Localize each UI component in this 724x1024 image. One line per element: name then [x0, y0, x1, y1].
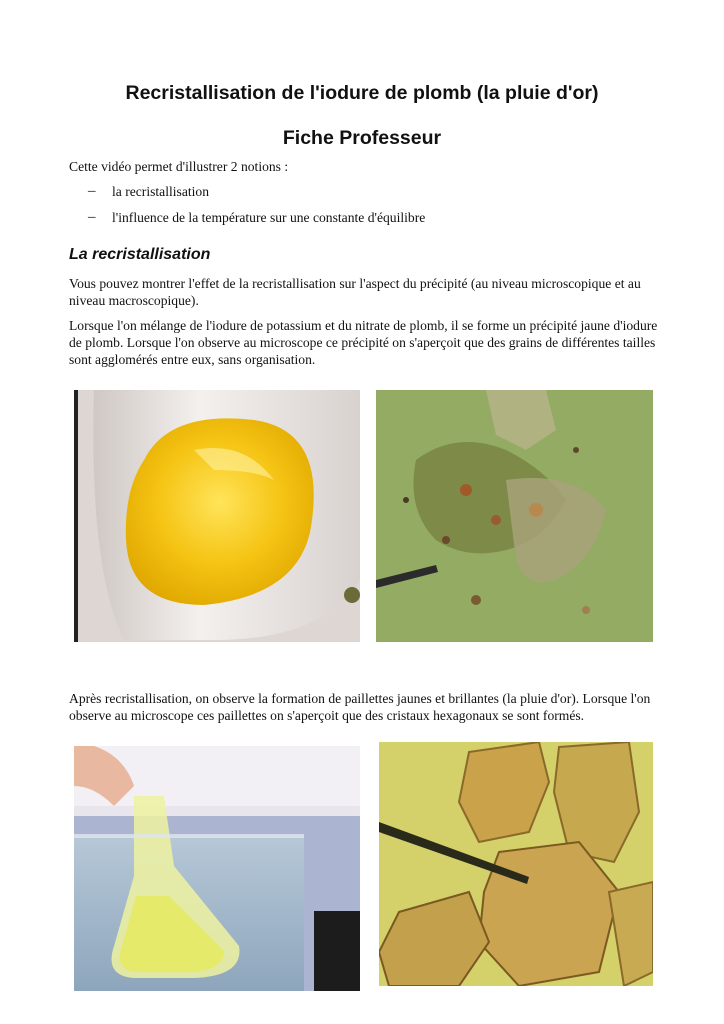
paragraph-macro-micro: Vous pouvez montrer l'effet de la recristallisation sur l'aspect du précipité (au niveau microscopique et au niveau macroscopique). [69, 276, 641, 308]
section-heading: La recristallisation [69, 246, 211, 263]
notion-text: la recristallisation [112, 184, 210, 199]
precipitate-microscope-photo [376, 390, 653, 642]
intro-text: Cette vidéo permet d'illustrer 2 notions : [69, 159, 289, 174]
document-title: Recristallisation de l'iodure de plomb (la pluie d'or) [125, 82, 599, 104]
notion-text: l'influence de la température sur une constante d'équilibre [112, 210, 426, 225]
paragraph-recrystallization: Après recristallisation, on observe la formation de paillettes jaunes et brillantes (la pluie d'or). Lorsque l'on observe au microscope ces paillettes on s'aperçoit que des cristaux hexagonaux se sont formés. [69, 691, 651, 723]
precipitate-beaker-photo [74, 390, 360, 642]
dash-bullet-icon: – [88, 183, 96, 199]
paragraph-precipitate: Lorsque l'on mélange de l'iodure de potassium et du nitrate de plomb, il se forme un précipité jaune d'iodure de plomb. Lorsque l'on observe au microscope ce précipité on s'aperçoit que des grains de différentes tailles sont agglomérés entre eux, sans organisation. [69, 318, 658, 367]
dash-bullet-icon: – [88, 209, 96, 225]
hexagonal-crystals-microscope-photo [379, 742, 653, 986]
document-subtitle: Fiche Professeur [282, 127, 442, 149]
flask-water-bath-photo [74, 746, 360, 991]
